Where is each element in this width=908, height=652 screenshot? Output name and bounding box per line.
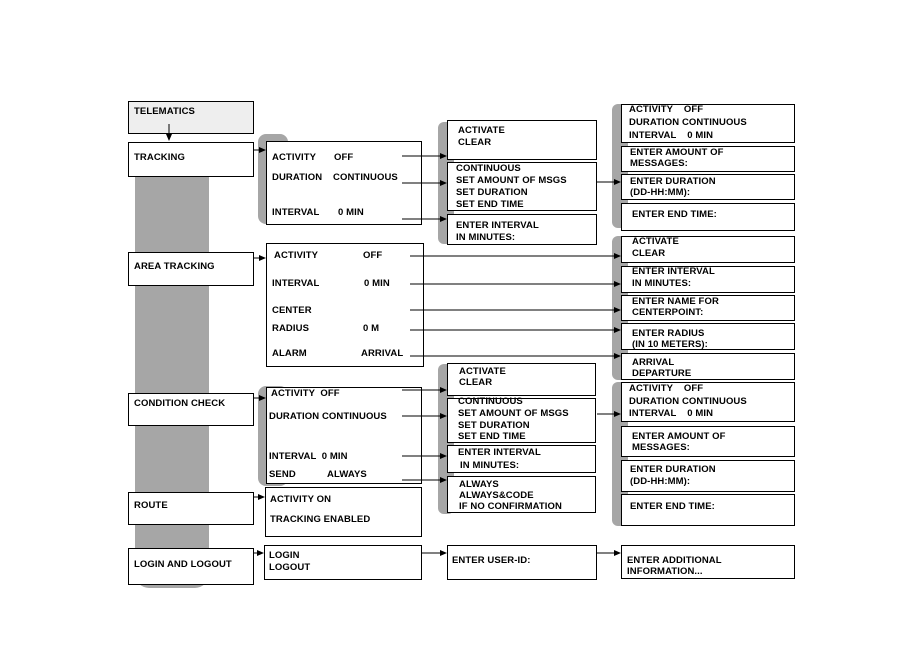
tracking-interval-prompt-1: ENTER INTERVAL [456, 220, 539, 231]
tracking-duration-prompt-1: ENTER DURATION [630, 176, 716, 187]
area-interval-prompt-1: ENTER INTERVAL [632, 266, 715, 277]
tracking-summary-line-3: INTERVAL 0 MIN [629, 130, 714, 141]
option-continuous[interactable]: CONTINUOUS [456, 163, 521, 174]
route-tracking-label: TRACKING ENABLED [270, 514, 371, 525]
condition-send-value: ALWAYS [327, 469, 367, 480]
condition-amount-prompt-1: ENTER AMOUNT OF [632, 431, 726, 442]
additional-info-prompt-1: ENTER ADDITIONAL [627, 555, 722, 566]
tracking-amount-prompt-1: ENTER AMOUNT OF [630, 147, 724, 158]
option-set-end-time[interactable]: SET END TIME [456, 199, 524, 210]
tracking-duration-value: CONTINUOUS [333, 172, 398, 183]
area-tracking-label: AREA TRACKING [134, 261, 215, 272]
tracking-duration-prompt-2: (DD-HH:MM): [630, 187, 691, 198]
condition-check-label: CONDITION CHECK [134, 398, 226, 409]
route-label: ROUTE [134, 500, 168, 511]
logout-option[interactable]: LOGOUT [269, 562, 311, 573]
tracking-endtime-prompt: ENTER END TIME: [632, 209, 717, 220]
condition-option-no-confirmation[interactable]: IF NO CONFIRMATION [459, 501, 562, 512]
area-center-prompt-1: ENTER NAME FOR [632, 296, 719, 307]
area-alarm-label[interactable]: ALARM [272, 348, 307, 359]
tracking-interval-value: 0 MIN [338, 207, 364, 218]
area-option-departure[interactable]: DEPARTURE [632, 368, 692, 379]
condition-option-clear[interactable]: CLEAR [459, 377, 493, 388]
condition-summary-line-3: INTERVAL 0 MIN [629, 408, 714, 419]
tracking-summary-line-2: DURATION CONTINUOUS [629, 117, 747, 128]
condition-duration-label[interactable]: DURATION CONTINUOUS [269, 411, 387, 422]
condition-duration-prompt-2: (DD-HH:MM): [630, 476, 691, 487]
area-option-arrival[interactable]: ARRIVAL [632, 357, 675, 368]
area-center-prompt-2: CENTERPOINT: [632, 307, 704, 318]
tracking-interval-label[interactable]: INTERVAL [272, 207, 320, 218]
area-radius-label[interactable]: RADIUS [272, 323, 310, 334]
condition-option-set-duration[interactable]: SET DURATION [458, 420, 530, 431]
option-set-duration[interactable]: SET DURATION [456, 187, 528, 198]
route-activity-label[interactable]: ACTIVITY ON [270, 494, 332, 505]
tracking-duration-label[interactable]: DURATION [272, 172, 323, 183]
tracking-activity-value: OFF [334, 152, 354, 163]
option-clear[interactable]: CLEAR [458, 137, 492, 148]
option-set-amount[interactable]: SET AMOUNT OF MSGS [456, 175, 567, 186]
additional-info-prompt-2: INFORMATION... [627, 566, 703, 577]
condition-duration-prompt-1: ENTER DURATION [630, 464, 716, 475]
condition-option-set-end-time[interactable]: SET END TIME [458, 431, 526, 442]
option-activate[interactable]: ACTIVATE [458, 125, 505, 136]
condition-option-always-code[interactable]: ALWAYS&CODE [459, 490, 534, 501]
area-center-label[interactable]: CENTER [272, 305, 312, 316]
tracking-label: TRACKING [134, 152, 185, 163]
area-option-activate[interactable]: ACTIVATE [632, 236, 679, 247]
condition-interval-label[interactable]: INTERVAL 0 MIN [269, 451, 348, 462]
area-interval-label[interactable]: INTERVAL [272, 278, 320, 289]
area-radius-prompt-1: ENTER RADIUS [632, 328, 705, 339]
tracking-interval-prompt-2: IN MINUTES: [456, 232, 516, 243]
area-activity-label[interactable]: ACTIVITY [274, 250, 319, 261]
condition-option-set-amount[interactable]: SET AMOUNT OF MSGS [458, 408, 569, 419]
login-option[interactable]: LOGIN [269, 550, 300, 561]
tracking-amount-prompt-2: MESSAGES: [630, 158, 688, 169]
condition-option-activate[interactable]: ACTIVATE [459, 366, 506, 377]
area-radius-value: 0 M [363, 323, 380, 334]
area-option-clear[interactable]: CLEAR [632, 248, 666, 259]
condition-activity-label[interactable]: ACTIVITY OFF [271, 388, 340, 399]
condition-summary-line-1: ACTIVITY OFF [629, 383, 704, 394]
condition-option-continuous[interactable]: CONTINUOUS [458, 396, 523, 407]
condition-option-always[interactable]: ALWAYS [459, 479, 499, 490]
condition-interval-prompt-1: ENTER INTERVAL [458, 447, 541, 458]
user-id-prompt: ENTER USER-ID: [452, 555, 531, 566]
condition-endtime-prompt: ENTER END TIME: [630, 501, 715, 512]
area-interval-value: 0 MIN [364, 278, 390, 289]
area-radius-prompt-2: (IN 10 METERS): [632, 339, 708, 350]
area-activity-value: OFF [363, 250, 383, 261]
area-alarm-value: ARRIVAL [361, 348, 404, 359]
condition-amount-prompt-2: MESSAGES: [632, 442, 690, 453]
tracking-summary-line-1: ACTIVITY OFF [629, 104, 704, 115]
telematics-label: TELEMATICS [134, 106, 195, 117]
condition-interval-prompt-2: IN MINUTES: [460, 460, 520, 471]
login-logout-label: LOGIN AND LOGOUT [134, 559, 232, 570]
condition-summary-line-2: DURATION CONTINUOUS [629, 396, 747, 407]
area-interval-prompt-2: IN MINUTES: [632, 278, 692, 289]
tracking-activity-label[interactable]: ACTIVITY [272, 152, 317, 163]
condition-send-label[interactable]: SEND [269, 469, 296, 480]
